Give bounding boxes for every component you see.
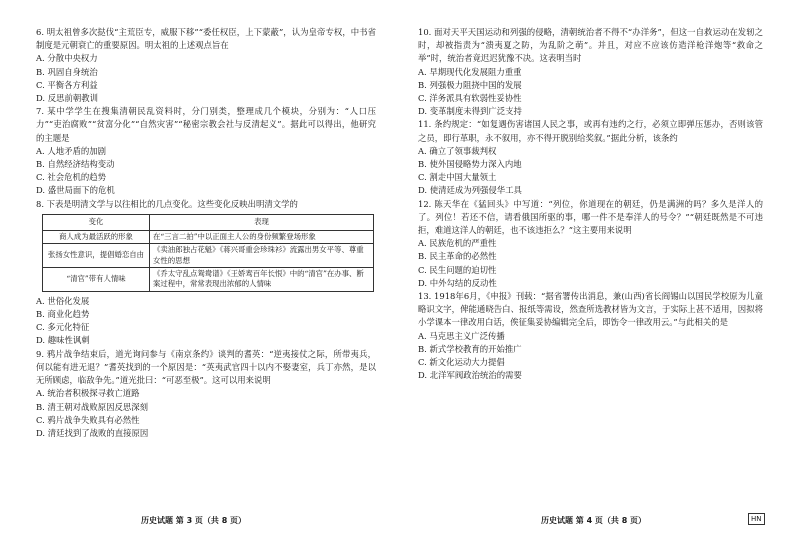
region-badge: HN	[748, 513, 765, 525]
table-row	[43, 230, 374, 243]
question-11	[418, 118, 763, 197]
option-c: C. 鸦片战争失败具有必然性	[36, 414, 140, 425]
question-stem: 11. 条约规定：“如复遇伤害诸国人民之事，或再有违约之行，必须立即弹压惩办，否则该管之员，即行革职，永不叙用，亦不得开脱别给奖叙。”据此分析，该条约	[418, 119, 763, 143]
question-6	[36, 26, 376, 105]
page-footer-right: 历史试题 第 4 页（共 8 页）	[541, 516, 647, 525]
option-c: C. 民生问题的迫切性	[418, 264, 497, 275]
question-7	[36, 105, 376, 197]
question-stem: 12. 陈天华在《猛回头》中写道：“列位，你道现在的朝廷，仍是满洲的吗？多久是洋人的了。列位！若还不信，请看俄国所驱的事，哪一件不是奉洋人的号令？”“朝廷既然是不可违拒，难道这洋人的朝廷，也不该违拒么？”这主要用来说明	[418, 198, 763, 236]
question-12	[418, 198, 763, 290]
right-column	[418, 26, 763, 382]
option-d: D. 清廷找到了战败的直接原因	[36, 427, 149, 438]
option-a: A. 人地矛盾的加剧	[36, 145, 106, 156]
question-stem: 10. 面对天平天国运动和列强的侵略，清朝统治者不得不“办洋务”，但这一自救运动在发轫之时，却被指责为“溃夷夏之防，为乱阶之萌”。并且，对应不应该仿造洋枪洋炮等“救命之举”时，统治者竟迟迟犹豫不决。这表明当时	[418, 27, 763, 64]
option-a: A. 统治者积极探寻救亡道路	[36, 388, 140, 399]
question-8	[36, 198, 376, 348]
option-b: B. 商业化趋势	[36, 309, 90, 320]
table-cell: 张扬女性意识，提倡婚恋自由	[43, 244, 150, 268]
question-stem: 13. 1918年6月，《申报》刊载：“据省署传出消息，兼(山西)省长阎锡山以国民学校原为儿童略识文字，俾能通晓告白、报纸等需设，然查所选教材皆为文言，于实际上甚不适用，因拟将小学课本一律改用白话，俟征集妥协编辑完全后，即饬令一律改用云。”与此相关的是	[418, 291, 763, 328]
option-a: A. 确立了领事裁判权	[418, 145, 497, 156]
left-column	[36, 26, 376, 440]
option-b: B. 列强极力阻挠中国的发展	[418, 79, 522, 90]
option-c: C. 割走中国大量领土	[418, 172, 497, 183]
option-a: A. 早期现代化发展阻力重重	[418, 66, 522, 77]
option-a: A. 分散中央权力	[36, 53, 98, 64]
option-b: B. 民主革命的必然性	[418, 251, 497, 262]
question-9	[36, 348, 376, 440]
question-10	[418, 26, 763, 118]
table-row	[43, 268, 374, 292]
table-cell: 在“三言二拍”中以正面主人公的身份频繁登场形象	[150, 230, 374, 243]
question-stem: 8. 下表是明清文学与以往相比的几点变化。这些变化反映出明清文学的	[36, 198, 298, 209]
question-stem: 7. 某中学学生在搜集清朝民乱资料时，分门别类，整理成几个模块，分别为：“人口压力”“吏治腐败”“贫富分化”“自然灾害”“秘密宗教会社与反清起义”。据此可以得出，他研究的主题是	[36, 106, 376, 143]
option-c: C. 平衡各方利益	[36, 79, 98, 90]
option-d: D. 使清廷成为列强侵华工具	[418, 185, 522, 196]
question-stem: 9. 鸦片战争结束后，道光询问参与《南京条约》谈判的耆英：“逆夷接仗之际，所带夷兵，何以能有进无退？”耆英找到的一个原因是：“英夷武官四十以内不娶妻室，兵丁亦然，是以无所顾虑，临敌争先。”道光批曰：“可恶至极”。这可以用来说明	[36, 348, 376, 386]
table-cell: 《卖油郎独占花魁》《蒋兴哥重会珍珠衫》流露出男女平等、尊重女性的思想	[150, 244, 374, 268]
question-13	[418, 290, 763, 382]
page-footer-left: 历史试题 第 3 页（共 8 页）	[141, 516, 247, 525]
option-c: C. 多元化特征	[36, 322, 90, 333]
option-d: D. 趣味性讽刺	[36, 335, 90, 346]
option-c: C. 新文化运动大力提倡	[418, 357, 505, 368]
option-d: D. 变革制度未得到广泛支持	[418, 106, 522, 117]
option-c: C. 洋务派具有软弱性妥协性	[418, 93, 522, 104]
table-cell: “清官”带有人情味	[43, 268, 150, 292]
table-cell: 《乔太守乱点鸳鸯谱》《王娇鸾百年长恨》中的“清官”在办事、断案过程中，常常表现出浓郁的人情味	[150, 268, 374, 292]
option-b: B. 使外国侵略势力深入内地	[418, 159, 522, 170]
changes-table	[42, 214, 374, 292]
option-a: A. 马克思主义广泛传播	[418, 330, 505, 341]
option-b: B. 清王朝对战败原因反思深刻	[36, 401, 148, 412]
option-d: D. 北洋军阀政治统治的需要	[418, 370, 522, 381]
option-d: D. 盛世局面下的危机	[36, 185, 115, 196]
table-header: 表现	[150, 214, 374, 230]
table-row	[43, 244, 374, 268]
question-stem: 6. 明太祖曾多次挞伐“主荒臣专，威服下移”“委任权臣，上下蒙蔽”，认为皇帝专权，中书省制度是元朝衰亡的重要原因。明太祖的上述观点旨在	[36, 27, 376, 51]
option-a: A. 民族危机的严重性	[418, 238, 497, 249]
table-header: 变化	[43, 214, 150, 230]
option-d: D. 反思前朝教训	[36, 93, 98, 104]
option-b: B. 巩固自身统治	[36, 66, 98, 77]
option-b: B. 自然经济结构变动	[36, 159, 115, 170]
option-c: C. 社会危机的趋势	[36, 172, 107, 183]
option-d: D. 中外勾结的反动性	[418, 277, 497, 288]
option-b: B. 新式学校教育的开始推广	[418, 343, 522, 354]
option-a: A. 世俗化发展	[36, 295, 90, 306]
table-cell: 商人成为最活跃的形象	[43, 230, 150, 243]
table-header-row	[43, 214, 374, 230]
